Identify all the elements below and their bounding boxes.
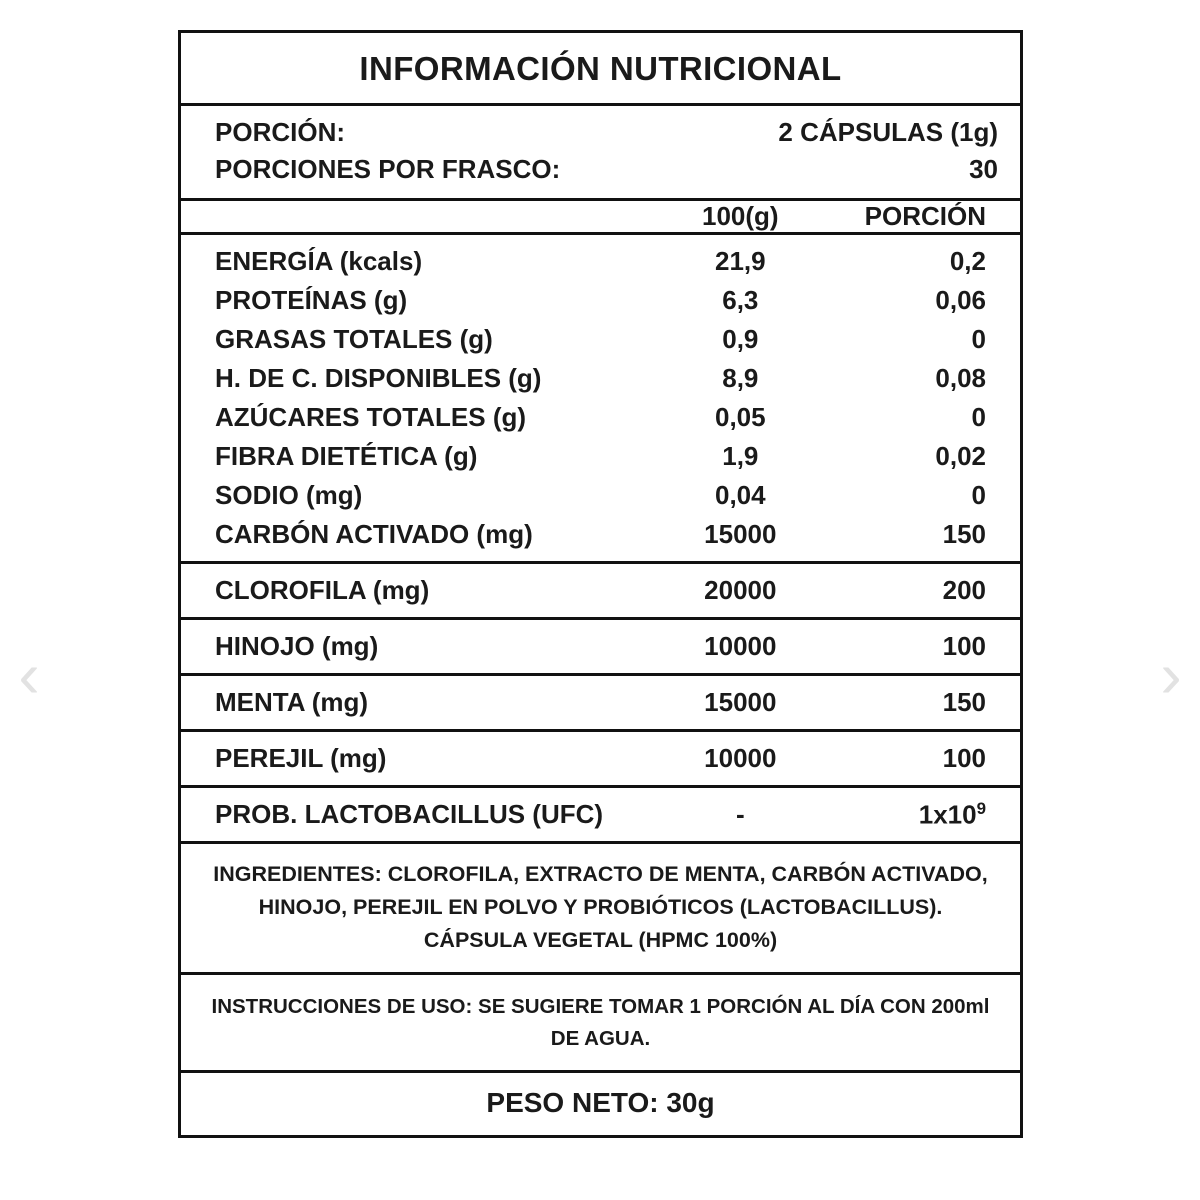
servings-per-container-row (215, 151, 998, 188)
nutrient-per-100g: 15000 (651, 674, 844, 730)
nutrient-per-100g: 0,04 (715, 479, 766, 510)
nutrient-name: PROTEÍNAS (g) (215, 284, 408, 315)
nutrient-per-100g: 0,05 (715, 401, 766, 432)
nutrient-name: CARBÓN ACTIVADO (mg) (215, 518, 533, 549)
column-header-per-100g: 100(g) (702, 200, 779, 231)
nutrient-per-portion: 0,02 (935, 440, 986, 471)
nutrient-per-portion: 0 (971, 401, 986, 432)
nutrient-name: H. DE C. DISPONIBLES (g) (215, 362, 542, 393)
probiotic-value-exponent: 9 (976, 798, 986, 818)
nutrient-per-portion (844, 786, 1020, 841)
ingredients-text: INGREDIENTES: CLOROFILA, EXTRACTO DE MENTA, CARBÓN ACTIVADO, HINOJO, PEREJIL EN POLVO Y PROBIÓTICOS (LACTOBACILLUS). CÁPSULA VEGETAL (HPMC 100%) (181, 841, 1020, 972)
nutrient-per-portion: 100 (844, 618, 1020, 674)
nutrient-per-100g: 15000 (704, 518, 777, 549)
table-header-row (181, 201, 1020, 234)
nutrient-per-100g: 21,9 (651, 233, 844, 281)
table-row (181, 618, 1020, 674)
nutrient-name: CLOROFILA (mg) (181, 562, 651, 618)
column-header-nutrient (181, 201, 651, 234)
table-row (181, 398, 1020, 437)
nutrient-per-portion: 150 (844, 674, 1020, 730)
probiotic-value-base: 1x10 (918, 799, 977, 830)
nutrition-label-panel (178, 30, 1023, 1138)
nutrient-per-100g: 6,3 (722, 284, 759, 315)
carousel-prev-icon[interactable]: ‹ (18, 639, 40, 711)
table-row (181, 437, 1020, 476)
nutrient-per-portion: 0,06 (935, 284, 986, 315)
table-row (181, 233, 1020, 281)
page-title: INFORMACIÓN NUTRICIONAL (359, 50, 842, 87)
nutrient-per-100g: 0,9 (722, 323, 759, 354)
nutrient-name: HINOJO (mg) (181, 618, 651, 674)
nutrition-table-body (181, 233, 1020, 841)
nutrient-per-portion: 150 (942, 518, 986, 549)
table-row-probiotic (181, 786, 1020, 841)
nutrient-per-100g: 10000 (651, 618, 844, 674)
table-row (181, 281, 1020, 320)
nutrient-name: ENERGÍA (kcals) (181, 233, 651, 281)
table-row (181, 674, 1020, 730)
table-row (181, 320, 1020, 359)
nutrient-per-portion: 0,08 (935, 362, 986, 393)
nutrient-name: AZÚCARES TOTALES (g) (215, 401, 527, 432)
table-row (181, 359, 1020, 398)
instructions-text: INSTRUCCIONES DE USO: SE SUGIERE TOMAR 1 PORCIÓN AL DÍA CON 200ml DE AGUA. (181, 972, 1020, 1069)
serving-info-block (181, 106, 1020, 198)
nutrient-name: MENTA (mg) (181, 674, 651, 730)
nutrient-per-portion: 0 (971, 323, 986, 354)
serving-size-label: PORCIÓN: (215, 117, 345, 147)
table-row (181, 562, 1020, 618)
table-row (181, 476, 1020, 515)
net-weight-text: PESO NETO: 30g (181, 1070, 1020, 1135)
nutrient-per-portion: 100 (844, 730, 1020, 786)
column-header-portion: PORCIÓN (864, 200, 986, 231)
nutrient-per-100g: 8,9 (722, 362, 759, 393)
nutrient-per-100g: 20000 (651, 562, 844, 618)
servings-per-container-value: 30 (969, 153, 998, 184)
nutrition-table (181, 201, 1020, 842)
serving-size-row (215, 114, 998, 151)
servings-per-container-label: PORCIONES POR FRASCO: (215, 153, 561, 184)
nutrient-per-portion: 0 (971, 479, 986, 510)
serving-size-value: 2 CÁPSULAS (1g) (778, 117, 998, 147)
nutrient-per-100g: 1,9 (722, 440, 759, 471)
nutrient-name: GRASAS TOTALES (g) (215, 323, 493, 354)
nutrient-name: PROB. LACTOBACILLUS (UFC) (181, 786, 651, 841)
nutrient-per-portion: 0,2 (844, 233, 1020, 281)
carousel-next-icon[interactable]: › (1160, 639, 1182, 711)
nutrient-name: PEREJIL (mg) (181, 730, 651, 786)
nutrient-per-portion: 200 (844, 562, 1020, 618)
nutrient-name: FIBRA DIETÉTICA (g) (215, 440, 478, 471)
nutrient-per-100g: - (651, 786, 844, 841)
nutrient-per-100g: 10000 (651, 730, 844, 786)
nutrient-name: SODIO (mg) (215, 479, 363, 510)
table-row (181, 515, 1020, 563)
table-row (181, 730, 1020, 786)
